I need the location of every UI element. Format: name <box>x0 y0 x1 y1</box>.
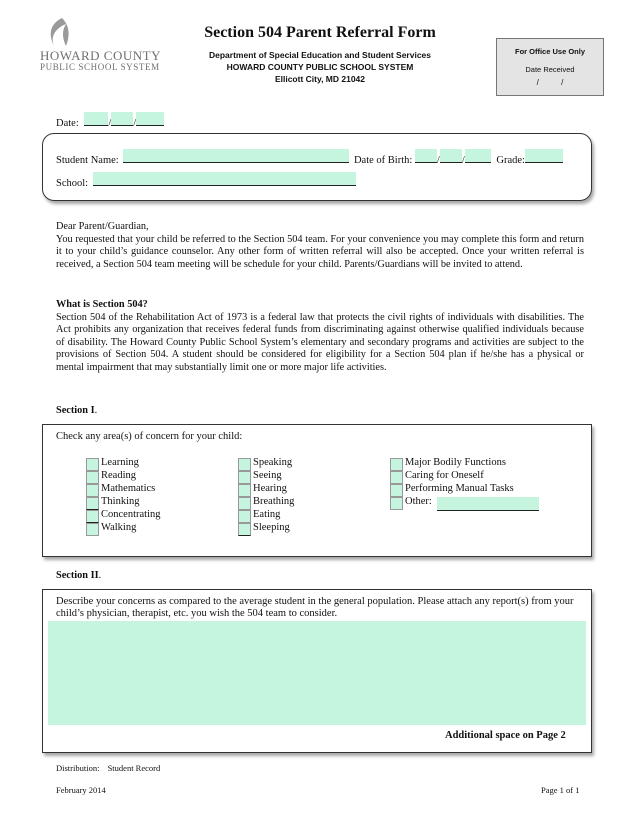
date-year-field[interactable] <box>136 112 164 126</box>
grade-field[interactable] <box>525 149 563 163</box>
date-day-field[interactable] <box>111 112 133 126</box>
date-received-label: Date Received <box>525 65 575 74</box>
label-caring-for-oneself: Caring for Oneself <box>405 470 484 481</box>
checkbox-caring-for-oneself[interactable] <box>390 471 403 484</box>
form-title: Section 504 Parent Referral Form <box>204 24 436 41</box>
school-row <box>56 172 356 189</box>
date-month-field[interactable] <box>84 112 108 126</box>
distribution-value: Student Record <box>107 763 161 773</box>
checkbox-walking[interactable] <box>86 523 99 536</box>
label-seeing: Seeing <box>253 470 282 481</box>
checkbox-thinking[interactable] <box>86 497 99 510</box>
student-name-field[interactable] <box>123 149 349 163</box>
other-field[interactable] <box>437 497 539 511</box>
system-line: HOWARD COUNTY PUBLIC SCHOOL SYSTEM <box>226 62 414 72</box>
office-use-heading: For Office Use Only <box>514 47 586 56</box>
section1-heading: Section I. <box>56 405 98 416</box>
label-sleeping: Sleeping <box>253 522 290 533</box>
letter-body: You requested that your child be referred to the Section 504 team. For your convenience you may complete this form and return it to your child’s guidance counselor. Any other form of written referral will also be accepted. Once your written referral is received, a Section 504 team meeting will be schedule for your child. Parents/Guardians will be invited to attend. <box>56 234 584 270</box>
address-line: Ellicott City, MD 21042 <box>274 74 366 84</box>
label-performing-manual-tasks: Performing Manual Tasks <box>405 483 514 494</box>
school-label: School: <box>56 178 89 189</box>
label-major-bodily-functions: Major Bodily Functions <box>405 457 506 468</box>
label-eating: Eating <box>253 509 281 520</box>
student-name-label: Student Name: <box>56 155 119 166</box>
label-learning: Learning <box>101 457 139 468</box>
section2-prompt: Describe your concerns as compared to the average student in the general population. Please attach any report(s) from your child’s physician, therapist, etc. you wish the 504 team to consider. <box>56 596 574 620</box>
dob-label: Date of Birth: <box>353 155 413 166</box>
label-mathematics: Mathematics <box>101 483 156 494</box>
student-info-card <box>42 133 592 201</box>
logo-line1: HOWARD COUNTY <box>40 48 161 63</box>
checkbox-seeing[interactable] <box>238 471 251 484</box>
concerns-textarea[interactable] <box>48 621 586 725</box>
office-use-box <box>496 38 604 96</box>
checkbox-mathematics[interactable] <box>86 484 99 497</box>
checkbox-major-bodily-functions[interactable] <box>390 458 403 471</box>
label-walking: Walking <box>101 522 137 533</box>
date-row <box>56 112 164 129</box>
grade-label: Grade: <box>496 155 525 166</box>
page-number: Page 1 of 1 <box>541 785 580 795</box>
date-sep: / <box>108 118 112 129</box>
dob-year-field[interactable] <box>465 149 491 163</box>
school-field[interactable] <box>93 172 356 186</box>
checkbox-other[interactable] <box>390 497 403 510</box>
what-heading: What is Section 504? <box>56 299 148 310</box>
letter-greeting: Dear Parent/Guardian, <box>56 221 149 232</box>
checkbox-concentrating[interactable] <box>86 510 99 523</box>
distribution-line <box>56 763 160 773</box>
checkbox-speaking[interactable] <box>238 458 251 471</box>
logo-flame-icon <box>40 16 76 52</box>
dob-sep: / <box>461 155 465 166</box>
checkbox-eating[interactable] <box>238 510 251 523</box>
section1-prompt: Check any area(s) of concern for your child: <box>56 431 243 442</box>
distribution-label: Distribution: <box>56 763 100 773</box>
label-thinking: Thinking <box>101 496 140 507</box>
dob-month-field[interactable] <box>415 149 437 163</box>
label-concentrating: Concentrating <box>101 509 161 520</box>
date-sep: / <box>133 118 137 129</box>
checkbox-performing-manual-tasks[interactable] <box>390 484 403 497</box>
label-reading: Reading <box>101 470 136 481</box>
checkbox-learning[interactable] <box>86 458 99 471</box>
section2-heading: Section II. <box>56 570 102 581</box>
dob-sep: / <box>436 155 440 166</box>
checkbox-breathing[interactable] <box>238 497 251 510</box>
student-row <box>56 149 586 166</box>
dob-day-field[interactable] <box>440 149 462 163</box>
label-speaking: Speaking <box>253 457 293 468</box>
label-other: Other: <box>405 496 432 507</box>
what-body: Section 504 of the Rehabilitation Act of 1973 is a federal law that protects the civil rights of individuals with disabilities. The Act prohibits any organization that receives federal funds from discriminating against otherwise qualified individuals because of disability. The Howard County Public School System’s elementary and secondary programs and activities are subject to the provisions of Section 504. A student should be considered for eligibility for a Section 504 plan if he/she has a physical or mental impairment that may substantially limit one or more major life activities. <box>56 312 584 373</box>
logo-line2: PUBLIC SCHOOL SYSTEM <box>40 62 160 72</box>
date-label: Date: <box>56 118 79 129</box>
footer-date: February 2014 <box>56 785 106 795</box>
checkbox-hearing[interactable] <box>238 484 251 497</box>
label-breathing: Breathing <box>253 496 295 507</box>
checkbox-sleeping[interactable] <box>238 523 251 536</box>
date-received-slashes: / / <box>536 78 564 87</box>
label-hearing: Hearing <box>253 483 287 494</box>
additional-space-note: Additional space on Page 2 <box>445 730 566 741</box>
department-line: Department of Special Education and Student Services <box>209 50 431 60</box>
checkbox-reading[interactable] <box>86 471 99 484</box>
